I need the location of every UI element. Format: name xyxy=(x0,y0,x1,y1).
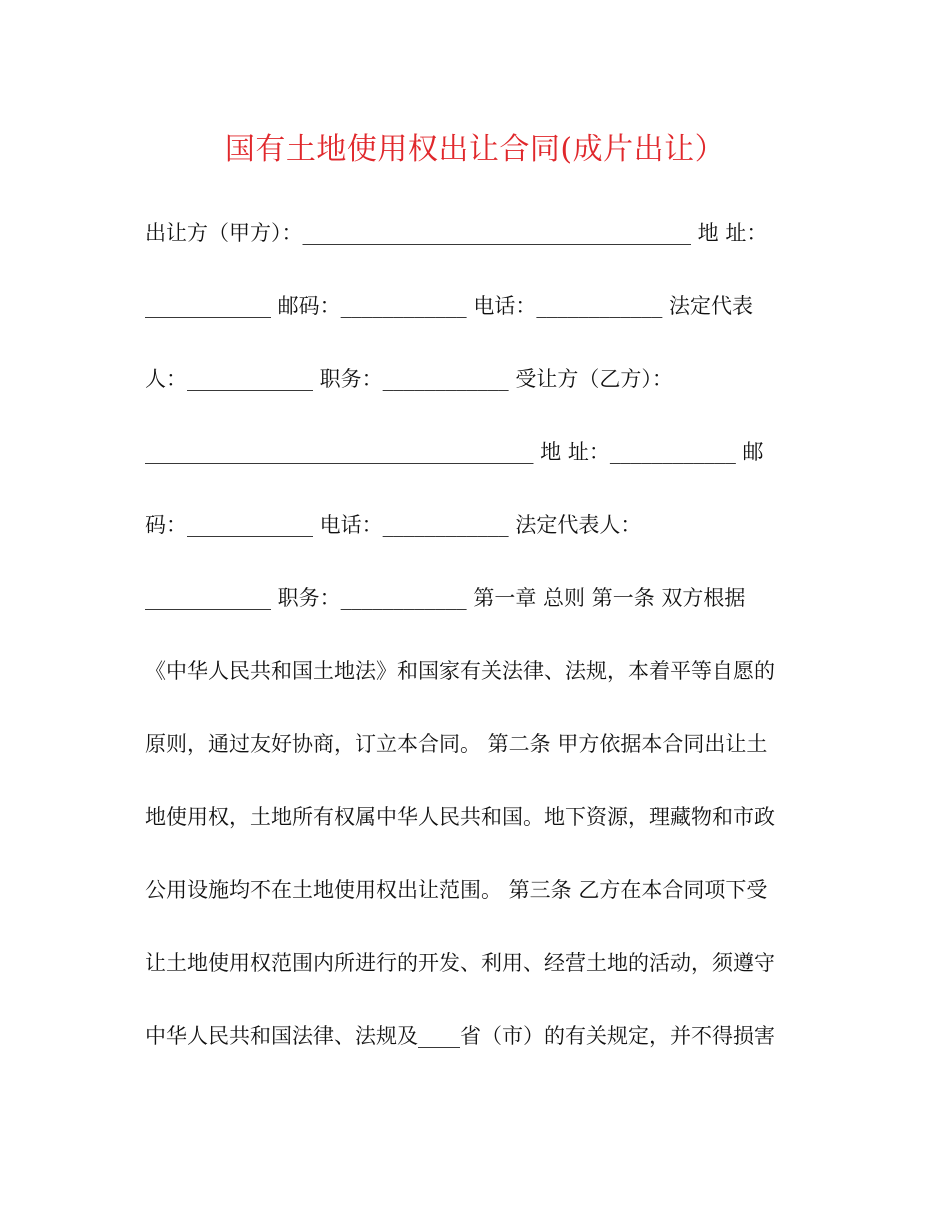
text-line: 《中华人民共和国土地法》和国家有关法律、法规，本着平等自愿的 xyxy=(145,659,775,683)
text-line: 原则，通过友好协商，订立本合同。 第二条 甲方依据本合同出让土 xyxy=(145,732,768,756)
document-title: 国有土地使用权出让合同(成片出让） xyxy=(224,132,726,167)
text-line: 让土地使用权范围内所进行的开发、利用、经营土地的活动，须遵守 xyxy=(145,951,775,975)
text-line: ____________ 职务：____________ 第一章 总则 第一条 双方根据 xyxy=(145,586,746,610)
text-line: _____________________________________ 地 址：____________ 邮 xyxy=(145,440,764,464)
text-line: 人：____________ 职务：____________ 受让方（乙方）： xyxy=(145,367,673,391)
text-line: ____________ 邮码：____________ 电话：____________ 法定代表 xyxy=(145,294,754,318)
text-line: 公用设施均不在土地使用权出让范围。 第三条 乙方在本合同项下受 xyxy=(145,878,768,902)
text-line: 出让方（甲方）：_____________________________________ 地 址： xyxy=(145,221,768,245)
text-line: 码：____________ 电话：____________ 法定代表人： xyxy=(145,513,642,537)
text-line: 中华人民共和国法律、法规及____省（市）的有关规定，并不得损害 xyxy=(145,1024,775,1048)
text-line: 地使用权，土地所有权属中华人民共和国。地下资源，理藏物和市政 xyxy=(145,805,775,829)
